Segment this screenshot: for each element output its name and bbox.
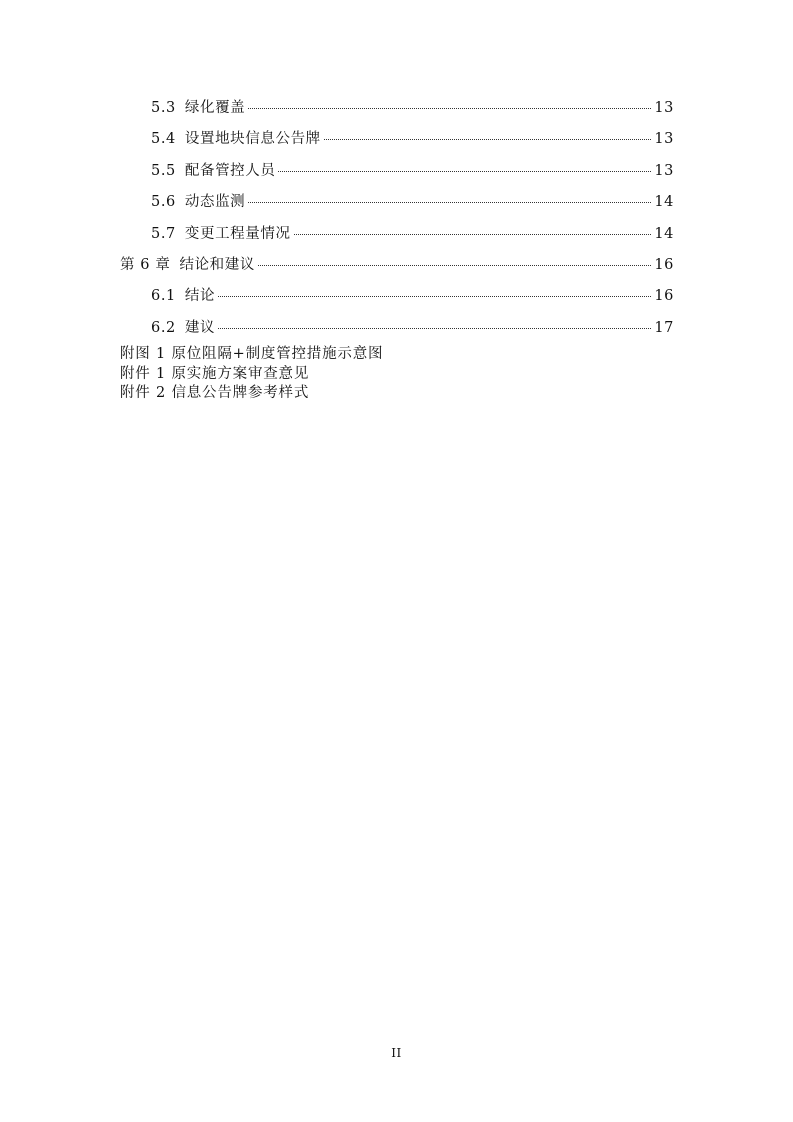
toc-entry-5-7[interactable] [120,222,674,253]
toc-entry-number: 5.4 [151,131,176,148]
toc-entry-5-4[interactable] [120,127,674,158]
page-number: II [391,1046,402,1060]
toc-entry-chapter-6[interactable] [120,253,674,284]
toc-entry-page: 14 [654,194,674,211]
dot-leader [258,265,651,266]
toc-entry-title: 绿化覆盖 [184,100,246,116]
toc-entry-number: 6.1 [151,288,176,305]
toc-entry-page: 16 [654,288,674,305]
toc-entry-title: 设置地块信息公告牌 [184,131,321,148]
appendix-item[interactable]: 附图 1 原位阻隔+制度管控措施示意图 [120,346,384,362]
toc-entry-title: 变更工程量情况 [184,225,291,242]
toc-entry-title: 结论 [184,288,216,305]
toc-entry-number: 6.2 [151,319,176,336]
toc-entry-5-5[interactable] [120,159,674,190]
table-of-contents [120,96,674,347]
toc-entry-6-2[interactable] [120,316,674,347]
toc-entry-number: 5.5 [151,162,176,179]
toc-entry-page: 13 [654,162,674,179]
dot-leader [278,171,651,172]
toc-entry-number: 5.7 [151,225,176,242]
appendix-item[interactable]: 附件 2 信息公告牌参考样式 [120,385,310,401]
toc-entry-page: 14 [654,225,674,242]
toc-entry-title: 建议 [184,319,216,336]
toc-entry-title: 配备管控人员 [184,162,276,179]
toc-entry-page: 13 [654,131,674,148]
toc-entry-5-6[interactable] [120,190,674,221]
dot-leader [218,328,651,329]
dot-leader [248,202,651,203]
appendix-list [120,345,383,404]
dot-leader [324,139,652,140]
toc-entry-number: 5.3 [151,100,176,116]
toc-entry-title: 结论和建议 [179,256,255,273]
dot-leader [218,296,651,297]
toc-entry-page: 13 [654,100,674,116]
toc-entry-page: 17 [654,319,674,336]
toc-entry-number: 5.6 [151,194,176,211]
toc-entry-page: 16 [654,256,674,273]
toc-entry-5-3[interactable] [120,96,674,127]
toc-entry-title: 动态监测 [184,194,246,211]
toc-entry-6-1[interactable] [120,284,674,315]
toc-entry-number: 第 6 章 [120,256,171,273]
appendix-item[interactable]: 附件 1 原实施方案审查意见 [120,365,310,382]
dot-leader [248,108,651,109]
dot-leader [294,234,652,235]
